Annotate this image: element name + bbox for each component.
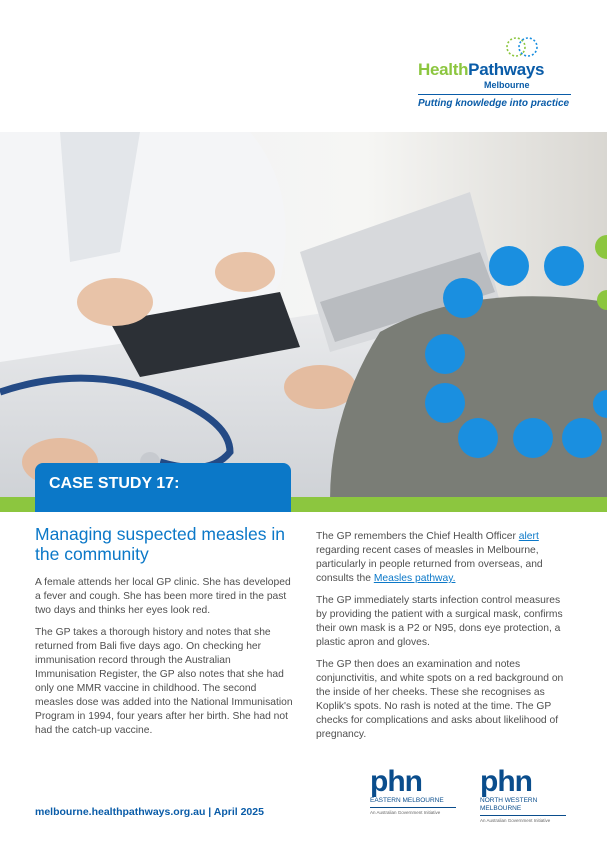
case-study-label: CASE STUDY 17: bbox=[49, 475, 180, 492]
hero-photo bbox=[0, 132, 607, 500]
phn-eastern-logo: phn EASTERN MELBOURNE An Australian Government Initiative bbox=[370, 767, 456, 815]
left-column bbox=[35, 576, 293, 746]
paragraph: The GP immediately starts infection control measures by providing the patient with a surgical mask, confirms their own mask is a P2 or N95, dons eye protection, a plastic apron and gloves. bbox=[316, 595, 563, 648]
alert-link[interactable]: alert bbox=[518, 531, 539, 542]
dots-logo-icon bbox=[506, 34, 540, 60]
brand-city: Melbourne bbox=[484, 80, 530, 90]
footer-url[interactable]: melbourne.healthpathways.org.au | April 2025 bbox=[35, 806, 264, 818]
phn-nw-logo: phn NORTH WESTERN MELBOURNE An Australian Government Initiative bbox=[480, 767, 566, 823]
paragraph: The GP then does an examination and notes conjunctivitis, and white spots on a red background on the inside of her cheeks. These she recognises as Koplik's spots. No rash is noted at the time. The GP checks for complications and asks about likelihood of pregnancy. bbox=[316, 659, 564, 740]
brand-tagline: Putting knowledge into practice bbox=[418, 98, 570, 109]
case-study-tab bbox=[35, 463, 291, 512]
logo-divider bbox=[418, 94, 571, 95]
page-title: Managing suspected measles in the community bbox=[35, 524, 286, 564]
healthpathways-logo bbox=[418, 34, 578, 114]
measles-pathway-link[interactable]: Measles pathway. bbox=[373, 573, 456, 584]
paragraph: The GP remembers the Chief Health Officer alert regarding recent cases of measles in Melbourne, particularly in people returned from overseas, and consults the Measles pathway. bbox=[316, 531, 543, 584]
paragraph: A female attends her local GP clinic. She has developed a fever and cough. She has been more tired in the past two days and thinks her eyes look red. bbox=[35, 577, 291, 616]
brand-name: HealthPathways bbox=[418, 60, 545, 79]
right-column bbox=[316, 530, 572, 750]
paragraph: The GP takes a thorough history and notes that she returned from Bali five days ago. On checking her immunisation record through the Australian Immunisation Register, the GP also notes that she had only one MMR vaccine in childhood. The second measles dose was added into the National Immunisation Program in 1994, four years after her birth. She had not had the catch-up vaccine. bbox=[35, 627, 293, 736]
